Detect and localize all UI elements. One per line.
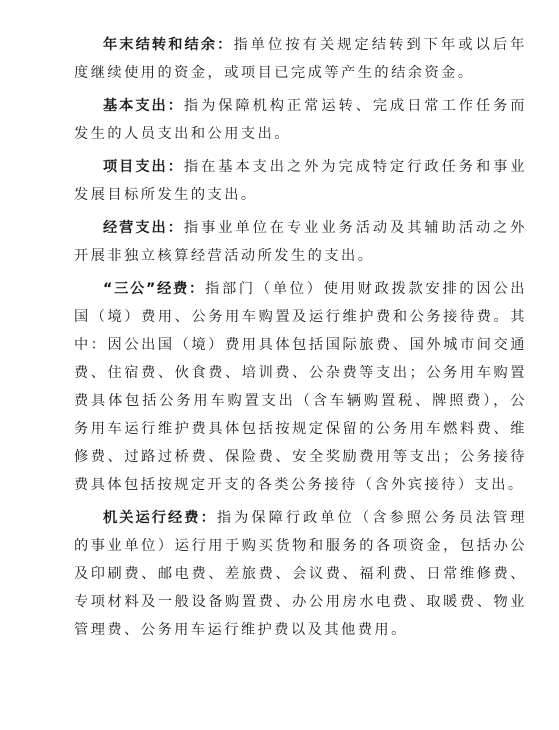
- term-three-public-expenses: “三公”经费：: [103, 281, 205, 297]
- definition-project-expenditure: [74, 153, 527, 209]
- term-agency-operating-funds: 机关运行经费：: [103, 510, 217, 526]
- definition-text: 指为保障机构正常运转、完成日常工作任务而发生的人员支出和公用支出。: [74, 98, 527, 142]
- definition-three-public-expenses: [74, 275, 527, 499]
- term-year-end-balance: 年末结转和结余：: [103, 37, 234, 53]
- term-project-expenditure: 项目支出：: [103, 159, 184, 175]
- term-basic-expenditure: 基本支出：: [103, 98, 184, 114]
- term-operating-expenditure: 经营支出：: [103, 220, 184, 236]
- definition-year-end-balance: [74, 31, 527, 87]
- definition-text: 指为保障行政单位（含参照公务员法管理的事业单位）运行用于购买货物和服务的各项资金，包括办公及印刷费、邮电费、差旅费、会议费、福利费、日常维修费、专项材料及一般设备购置费、办公用房水电费、取暖费、物业管理费、公务用车运行维护费以及其他费用。: [74, 510, 527, 638]
- definition-basic-expenditure: [74, 92, 527, 148]
- definition-text: 指部门（单位）使用财政拨款安排的因公出国（境）费用、公务用车购置及运行维护费和公务接待费。其中：因公出国（境）费用具体包括国际旅费、国外城市间交通费、住宿费、伙食费、培训费、公杂费等支出；公务用车购置费具体包括公务用车购置支出（含车辆购置税、牌照费），公务用车运行维护费具体包括按规定保留的公务用车燃料费、维修费、过路过桥费、保险费、安全奖励费用等支出；公务接待费具体包括按规定开支的各类公务接待（含外宾接待）支出。: [74, 281, 527, 493]
- definition-text: 指事业单位在专业业务活动及其辅助活动之外开展非独立核算经营活动所发生的支出。: [74, 220, 527, 264]
- definition-agency-operating-funds: [74, 504, 527, 644]
- definition-text: 指单位按有关规定结转到下年或以后年度继续使用的资金，或项目已完成等产生的结余资金。: [74, 37, 527, 81]
- definition-operating-expenditure: [74, 214, 527, 270]
- definition-text: 指在基本支出之外为完成特定行政任务和事业发展目标所发生的支出。: [74, 159, 527, 203]
